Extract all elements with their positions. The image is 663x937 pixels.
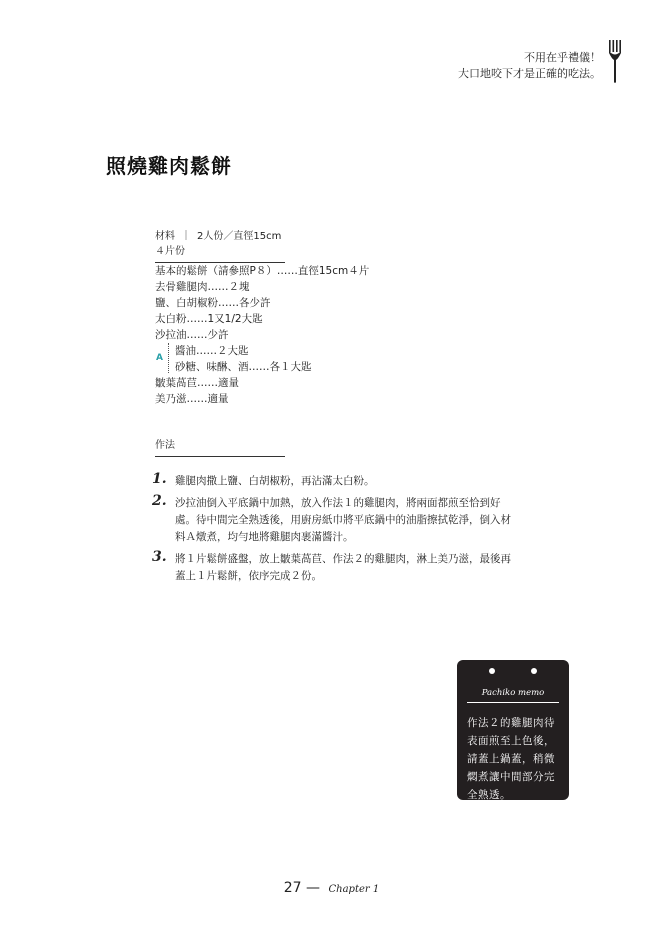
method-step [152, 495, 512, 546]
ingredient-item: 沙拉油……少許 [155, 329, 229, 341]
servings-text: 2人份／直徑15cm４片份 [155, 231, 282, 257]
step-text: 雞腿肉撒上鹽、白胡椒粉，再沾滿太白粉。 [175, 475, 375, 487]
group-a-label: A [156, 353, 163, 363]
heading-separator: ｜ [181, 231, 191, 242]
header-tagline [458, 50, 601, 82]
step-number: 2. [152, 493, 167, 509]
method-step [152, 473, 512, 490]
memo-hole-right [531, 668, 537, 674]
chapter-label: Chapter 1 [328, 884, 380, 895]
step-text: 將１片鬆餅盛盤，放上皺葉萵苣、作法２的雞腿肉，淋上美乃滋，最後再蓋上１片鬆餅，依序完成２份。 [175, 553, 511, 582]
method-heading [155, 436, 285, 457]
ingredient-item: 去骨雞腿肉……２塊 [155, 281, 250, 293]
step-number: 1. [152, 471, 167, 487]
ingredient-item: 太白粉……1又1/2大匙 [155, 313, 263, 325]
fork-icon [607, 40, 623, 84]
method-step [152, 551, 512, 585]
group-a-bracket [168, 343, 169, 373]
memo-title: Pachiko memo [481, 688, 545, 698]
page-number: 27 [283, 880, 302, 896]
memo-text: 作法２的雞腿肉待表面煎至上色後，請蓋上鍋蓋，稍微燜煮讓中間部分完全熟透。 [467, 717, 555, 801]
step-text: 沙拉油倒入平底鍋中加熱，放入作法１的雞腿肉，將兩面都煎至恰到好處。待中間完全熟透後，用廚房紙巾將平底鍋中的油脂擦拭乾淨，倒入材料Ａ燉煮，均勻地將雞腿肉裹滿醬汁。 [175, 497, 511, 543]
ingredients-label: 材料 [155, 231, 175, 242]
method-label: 作法 [155, 440, 175, 451]
ingredient-item: 美乃滋……適量 [155, 393, 229, 405]
tagline-line-1: 不用在乎禮儀！ [524, 51, 601, 64]
memo-divider [467, 702, 559, 703]
footer-dash: — [306, 880, 321, 896]
ingredient-item: 皺葉萵苣……適量 [155, 377, 239, 389]
ingredient-item: 基本的鬆餅（請參照P８）……直徑15cm４片 [155, 265, 370, 277]
page-footer [0, 880, 663, 896]
tagline-line-2: 大口地咬下才是正確的吃法。 [458, 67, 601, 80]
step-number: 3. [152, 549, 167, 565]
memo-hole-left [489, 668, 495, 674]
ingredient-item: 鹽、白胡椒粉……各少許 [155, 297, 271, 309]
memo-card [457, 660, 569, 800]
ingredient-item: 砂糖、味醂、酒……各１大匙 [175, 361, 312, 373]
recipe-title: 照燒雞肉鬆餅 [106, 154, 232, 178]
ingredient-item: 醬油……２大匙 [175, 345, 249, 357]
ingredients-heading [155, 227, 285, 263]
